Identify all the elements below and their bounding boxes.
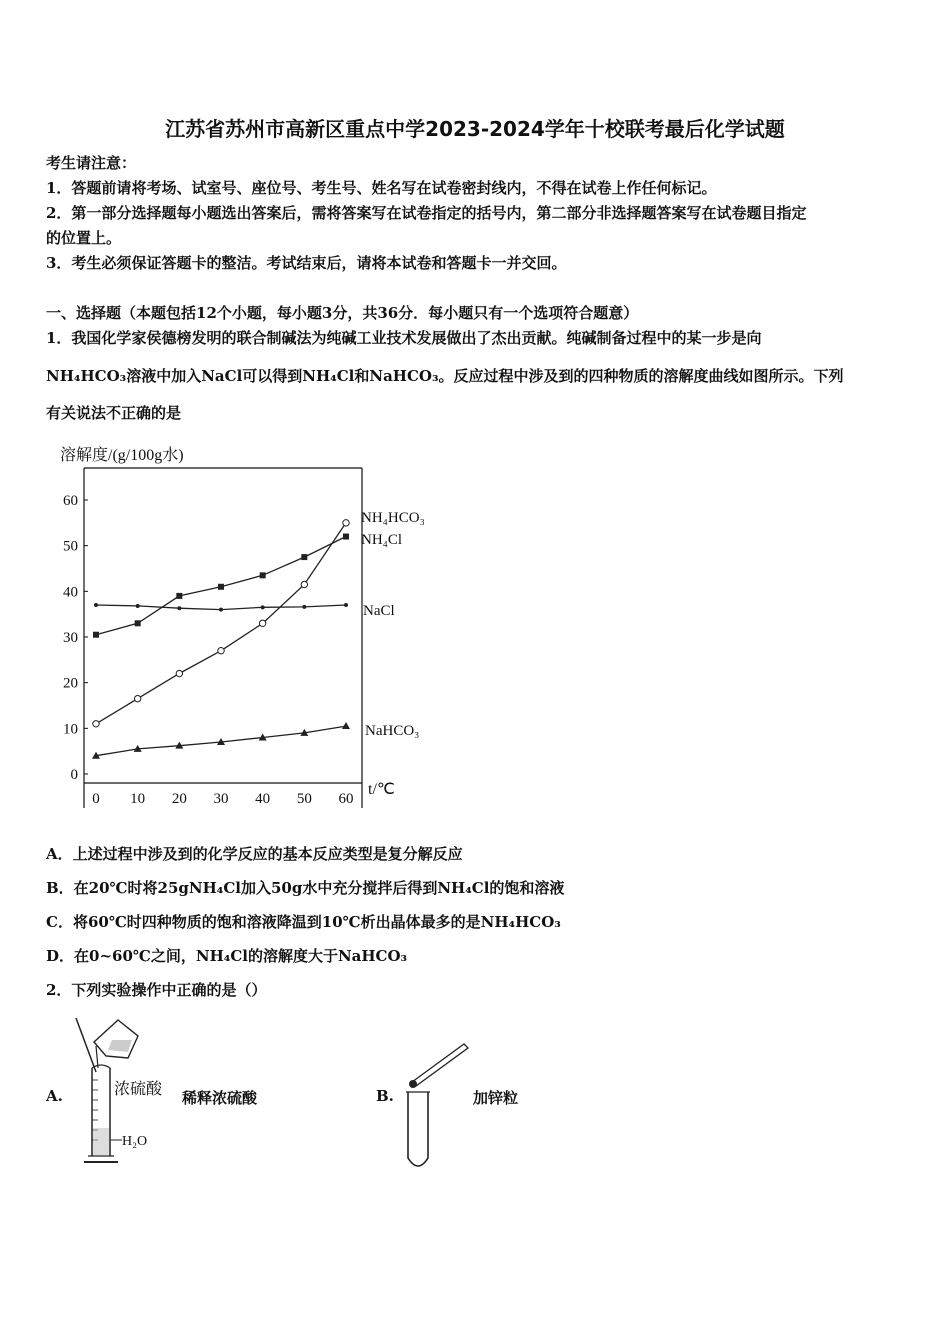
add-zinc-illustration (400, 1036, 480, 1176)
q2-option-b-caption: 加锌粒 (473, 1089, 519, 1107)
data-point (176, 593, 182, 599)
notice-item-1: 1．答题前请将考场、试室号、座位号、考生号、姓名写在试卷密封线内，不得在试卷上作任何标记。 (46, 179, 717, 197)
y-tick-label: 10 (63, 721, 78, 738)
y-tick-label: 30 (63, 630, 78, 646)
notice-item-2: 2．第一部分选择题每小题选出答案后，需将答案写在试卷指定的括号内，第二部分非选择题答案写在试卷题目指定 (46, 204, 807, 222)
water-label: H₂O (122, 1134, 148, 1149)
series-line-0 (96, 523, 346, 724)
q2-stem: 2．下列实验操作中正确的是（） (46, 981, 267, 999)
data-point (218, 584, 224, 590)
data-point (176, 670, 182, 676)
q1-option-c[interactable]: C．将60℃时四种物质的饱和溶液降温到10℃析出晶体最多的是NH₄HCO₃ (46, 913, 561, 931)
data-point (260, 572, 266, 578)
y-tick-label: 0 (70, 767, 78, 783)
data-point (93, 721, 99, 727)
data-point (177, 606, 181, 610)
q2-option-a-letter[interactable]: A. (46, 1087, 63, 1105)
y-tick-label: 60 (63, 493, 78, 509)
data-point (93, 632, 99, 638)
chart-ylabel: 溶解度/(g/100g水) (60, 447, 184, 464)
y-tick-label: 50 (63, 538, 78, 555)
section-heading: 一、选择题（本题包括12个小题，每小题3分，共36分．每小题只有一个选项符合题意） (46, 304, 639, 322)
dilute-acid-illustration (72, 1010, 182, 1170)
x-tick-label: 50 (296, 791, 312, 807)
exam-title: 江苏省苏州市高新区重点中学2023-2024学年十校联考最后化学试题 (165, 117, 785, 141)
q2-option-a-caption: 稀释浓硫酸 (182, 1089, 258, 1107)
q1-line-2: NH₄HCO₃溶液中加入NaCl可以得到NH₄Cl和NaHCO₃。反应过程中涉及到的四种物质的溶解度曲线如图所示。下列 (46, 367, 844, 385)
data-point (342, 722, 350, 729)
series-label-nahco3: NaHCO₃ (365, 723, 420, 739)
data-point (219, 608, 223, 612)
data-point (302, 605, 306, 609)
notice-item-3: 3．考生必须保证答题卡的整洁。考试结束后，请将本试卷和答题卡一并交回。 (46, 254, 567, 272)
data-point (136, 604, 140, 608)
notice-heading: 考生请注意： (46, 154, 137, 172)
x-tick-label: 60 (338, 791, 354, 807)
data-point (259, 620, 265, 626)
data-point (344, 603, 348, 607)
data-point (135, 620, 141, 626)
solubility-chart (40, 436, 480, 816)
x-tick-label: 30 (213, 791, 229, 807)
data-point (343, 520, 349, 526)
data-point (301, 554, 307, 560)
q2-option-b-letter[interactable]: B. (376, 1087, 394, 1105)
data-point (261, 605, 265, 609)
q1-option-a[interactable]: A．上述过程中涉及到的化学反应的基本反应类型是复分解反应 (46, 845, 463, 863)
data-point (343, 534, 349, 540)
q1-line-1: 1．我国化学家侯德榜发明的联合制碱法为纯碱工业技术发展做出了杰出贡献。纯碱制备过程中的某一步是向 (46, 329, 762, 347)
x-tick-label: 20 (171, 791, 187, 807)
series-label-nh4cl: NH₄Cl (361, 532, 403, 548)
y-tick-label: 40 (63, 584, 78, 601)
y-tick-label: 20 (63, 675, 78, 692)
q1-option-b[interactable]: B．在20℃时将25gNH₄Cl加入50g水中充分搅拌后得到NH₄Cl的饱和溶液 (46, 879, 565, 897)
data-point (134, 695, 140, 701)
x-tick-label: 10 (130, 791, 146, 807)
notice-item-2-cont: 的位置上。 (46, 229, 122, 247)
x-tick-label: 40 (255, 791, 271, 807)
series-label-nh4hco3: NH₄HCO₃ (361, 510, 425, 526)
data-point (218, 648, 224, 654)
series-label-nacl: NaCl (363, 603, 395, 619)
x-tick-label: 0 (92, 791, 100, 807)
chart-xlabel: t/℃ (368, 781, 395, 798)
data-point (301, 581, 307, 587)
acid-label: 浓硫酸 (114, 1081, 163, 1098)
q1-line-3: 有关说法不正确的是 (46, 404, 182, 422)
data-point (94, 603, 98, 607)
q1-option-d[interactable]: D．在0~60℃之间，NH₄Cl的溶解度大于NaHCO₃ (46, 947, 408, 965)
